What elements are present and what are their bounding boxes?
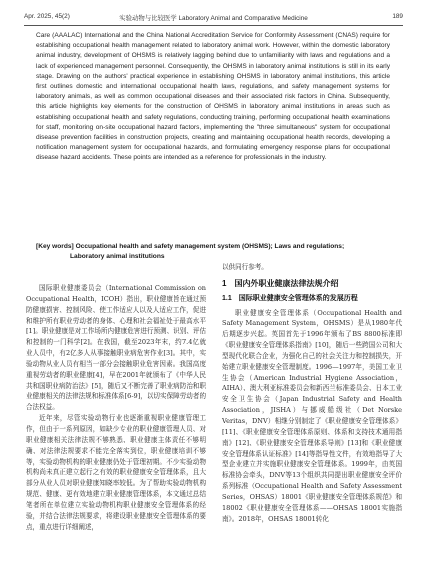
abstract-text: Care (AAALAC) International and the China National Accreditation Service for Conformity Assessment (CNAS) require for establishing occupational health management related to laboratory animal work. However, within the domestic laboratory animal industry, development of OHSMS is relatively lagging behind due to unfamiliarity with laws and regulations and a lack of experienced management personnel. Consequently, the OHSMS in laboratory animal institutions is still in its early stage. Drawing on the authors' practical experience in establishing OHSMS in laboratory animal institutions, this article first outlines domestic and international occupational health laws, regulations, and safety management systems for laboratory animals, as well as common occupational diseases and their associated risk factors in China. Subsequently, this article highlights key elements for the construction of OHSMS in laboratory animal institutions in areas such as establishing occupational health and safety regulations, conducting training, performing occupational health examinations for staff, monitoring on-site occupational hazard factors, implementing the "three simultaneous" system for occupational disease prevention facilities in construction projects, creating and maintaining occupational health records, developing a notification management system for occupational hazards, and formulating emergency response plans for occupational disease hazard accidents. These points are intended as a reference for professionals in the industry. [36,32,390,162]
journal-title: 实验动物与比较医学 Laboratory Animal and Comparative Medicine [119,15,308,22]
keywords-block [36,242,390,262]
body-paragraph: 近年来，尽管实验动物行业也逐渐重视职业健康管理工作，但由于一系列原因，如缺少专业的职业健康管理人员、对职业健康相关法律法规不够熟悉、职业健康主体责任不够明确、对法律法规要求不能完全落实到位，职业健康培训不够等，实验动物机构的职业健康仍处于管理初期。不少实验动物机构尚未真正建立起行之有效的职业健康安全管理体系，且大部分从业人员对职业健康知晓率较低。为了帮助实验动物机构规范、健康、更有效地建立职业健康管理体系，本文通过总结笔者所在单位建立实验动物机构职业健康安全管理体系的经验，并结合法律法规要求，将建设职业健康安全管理体系的要点，重点进行详细阐述， [26,414,206,531]
page-number: 189 [392,13,403,20]
running-header [24,13,403,24]
keywords-line-1: Occupational health and safety management system (OHSMS); Laws and regulations; [75,243,345,250]
body-paragraph: 国际职业健康委员会（International Commission on Occupational Health，ICOH）指出，职业健康旨在通过预防健康损害、控制风险、使工作适应人以及人适应工作，促进和维护所有职业劳动者的身体、心理和社会福祉处于最高水平[1]。职业健康是对工作场所内健康危害进行预测、识别、评估和控制的一门科学[2]。在我国，截至2023年末，约7.4亿就业人员中，有2亿多人从事接触职业病危害作业[3]。其中，实验动物从业人员有相当一部分会接触职业危害因素。我国高度重视劳动者的职业健康[4]，早在2001年就颁布了《中华人民共和国职业病防治法》[5]，随后又不断完善了职业病防治和职业健康相关的法律法规和标准体系[6-9]，以切实保障劳动者的合法权益。 [26,284,206,412]
right-column [222,262,402,524]
subsection-heading: 1.1 国际职业健康安全管理体系的发展历程 [222,294,358,302]
header-rule [24,25,403,26]
section-heading: 1 国内外职业健康法律法规介绍 [222,278,339,288]
left-column [26,283,206,532]
body-paragraph: 职业健康安全管理体系（Occupational Health and Safety Management System，OHSMS）是从1980年代后期逐步兴起。英国首先于1996年颁布了BS 8800标准即《职业健康安全管理体系指南》[10]，随后一些跨国公司和大型现代化联合企业，为强化自己的社会关注力和控制损失，开始建立职业健康安全管理制度。1996—1997年，美国工业卫生协会（American Industrial Hygiene Association，AIHA）、澳大利亚标准委员会和新西兰标准委员会、日本工业安全卫生协会（Japan Industrial Safety and Health Association，JISHA）与挪威船级社（Det Norske Veritas，DNV）相继分别制定了《职业健康安全管理体系》[11]、《职业健康安全管理体系原则、体系和支持技术通用指南》[12]、《职业健康安全管理体系导则》[13]和《职业健康安全管理体系认证标准》[14]等指导性文件，有效地指导了大型企业建立并实施职业健康安全管理体系。1999年，由英国标准协会牵头，DNV等13个组织共同提出职业健康安全评价系列标准（Occupational Health and Safety Assessment Series，OHSAS）18001《职业健康安全管理体系规范》和18002《职业健康安全管理体系——OHSAS 18001实施指南》。2018年，OHSAS 18001转化 [222,308,402,523]
continued-paragraph: 以供同行参考。 [222,263,268,271]
keywords-label: [Key words] [36,243,74,250]
keywords-line-2: Laboratory animal institutions [70,253,165,261]
issue-info: Apr. 2025, 45(2) [24,13,70,20]
